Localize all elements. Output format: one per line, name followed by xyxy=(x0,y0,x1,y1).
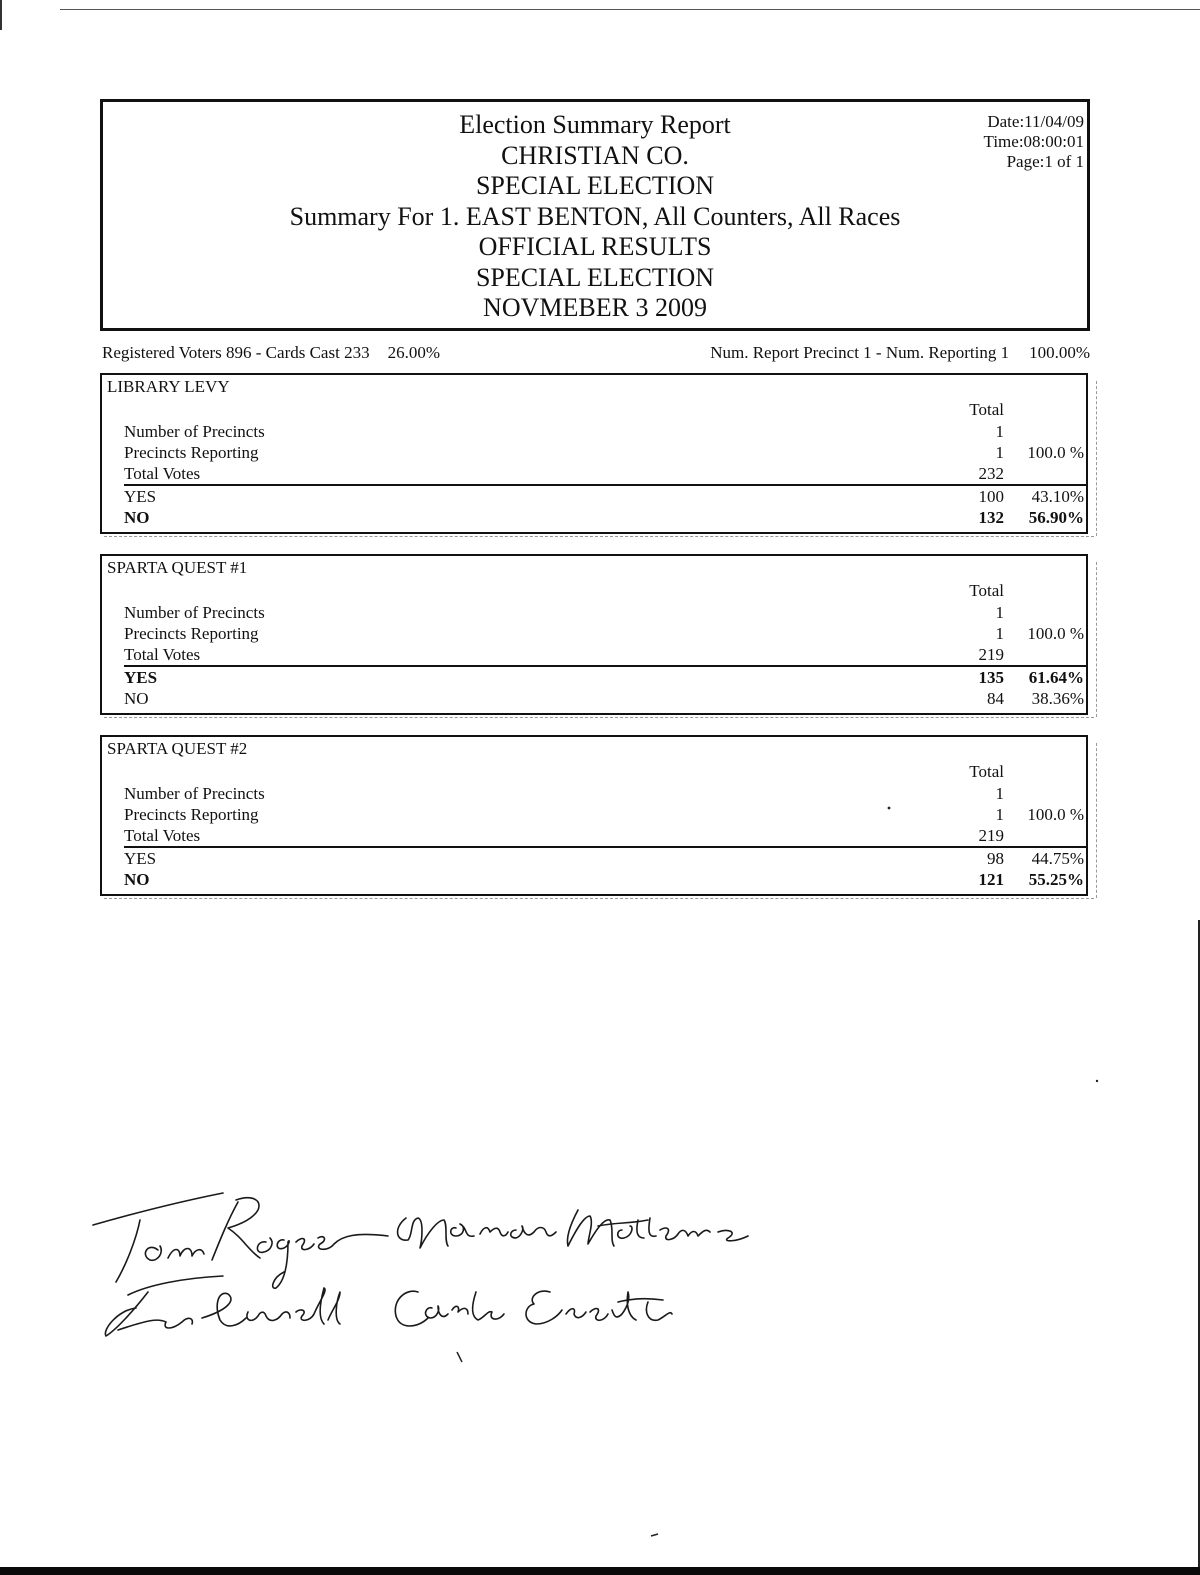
row-value: 1 xyxy=(995,603,1004,622)
choice-label: YES xyxy=(124,668,158,687)
choice-row xyxy=(124,668,1086,688)
signature-lisa-russell xyxy=(105,1276,340,1336)
precincts-reporting-row xyxy=(124,805,1086,825)
turnout-pct: 26.00% xyxy=(387,343,440,362)
row-label: Number of Precincts xyxy=(124,603,265,622)
scan-shadow-edge xyxy=(1096,381,1098,536)
county-name: CHRISTIAN CO. xyxy=(501,140,689,170)
report-date: Date:11/04/09 xyxy=(987,112,1084,131)
row-percent: 100.0 % xyxy=(1027,805,1084,824)
row-value: 1 xyxy=(995,784,1004,803)
row-label: Precincts Reporting xyxy=(124,443,259,462)
signatures xyxy=(88,1180,808,1360)
scan-bottom-edge xyxy=(0,1567,1200,1575)
choice-votes: 135 xyxy=(978,668,1004,687)
row-label: Total Votes xyxy=(124,826,201,845)
registered-cards: Registered Voters 896 - Cards Cast 233 xyxy=(102,343,370,362)
row-value: 232 xyxy=(978,464,1004,483)
row-label: Number of Precincts xyxy=(124,422,265,441)
choice-votes: 121 xyxy=(978,870,1004,889)
race-title: SPARTA QUEST #1 xyxy=(107,558,248,577)
race-title: LIBRARY LEVY xyxy=(107,377,230,396)
pen-mark xyxy=(455,1350,465,1364)
turnout-summary xyxy=(102,343,1090,365)
race-title: SPARTA QUEST #2 xyxy=(107,739,248,758)
votes-divider xyxy=(124,846,1086,848)
election-name: SPECIAL ELECTION xyxy=(475,262,715,292)
scan-shadow-line xyxy=(104,898,1094,900)
signature-carla-everett xyxy=(395,1291,672,1326)
election-type: SPECIAL ELECTION xyxy=(475,171,715,200)
report-meta xyxy=(984,112,1084,172)
header-titles xyxy=(103,110,1087,324)
signature-tom-rogers xyxy=(93,1193,388,1288)
race-box xyxy=(100,554,1088,715)
choice-votes: 98 xyxy=(987,849,1004,868)
choice-row xyxy=(124,689,1086,709)
total-votes-row xyxy=(124,645,1086,665)
total-column-header: Total xyxy=(969,581,1004,600)
pen-mark xyxy=(1094,1078,1100,1084)
number-of-precincts-row xyxy=(124,603,1086,623)
pen-mark xyxy=(886,805,892,811)
precincts-reporting-pct: 100.00% xyxy=(1029,343,1090,362)
report-header xyxy=(100,99,1090,331)
row-value: 1 xyxy=(995,805,1004,824)
precincts-reporting-row xyxy=(124,443,1086,463)
report-page: Page:1 of 1 xyxy=(1006,152,1084,171)
scan-shadow-line xyxy=(104,717,1094,719)
report-time: Time:08:00:01 xyxy=(983,132,1084,151)
scan-top-edge xyxy=(0,0,1200,10)
choice-row xyxy=(124,508,1086,528)
row-percent: 100.0 % xyxy=(1027,443,1084,462)
row-value: 1 xyxy=(995,624,1004,643)
precincts-reporting-row xyxy=(124,624,1086,644)
row-value: 219 xyxy=(978,826,1004,845)
total-column-header: Total xyxy=(969,400,1004,419)
choice-percent: 55.25% xyxy=(1028,870,1084,889)
pen-mark xyxy=(650,1532,660,1538)
scan-shadow-edge xyxy=(1096,562,1098,717)
choice-label: YES xyxy=(124,849,157,868)
choice-row xyxy=(124,870,1086,890)
total-column-header: Total xyxy=(969,762,1004,781)
choice-votes: 132 xyxy=(978,508,1004,527)
row-value: 1 xyxy=(995,443,1004,462)
choice-label: NO xyxy=(124,870,150,889)
number-of-precincts-row xyxy=(124,422,1086,442)
number-of-precincts-row xyxy=(124,784,1086,804)
scan-left-edge xyxy=(0,0,2,30)
row-label: Total Votes xyxy=(124,645,201,664)
choice-label: NO xyxy=(124,508,150,527)
row-percent: 100.0 % xyxy=(1027,624,1084,643)
choice-percent: 56.90% xyxy=(1028,508,1084,527)
summary-for: Summary For 1. EAST BENTON, All Counters, All Races xyxy=(289,201,901,231)
election-date: NOVMEBER 3 2009 xyxy=(483,293,707,322)
row-label: Total Votes xyxy=(124,464,201,483)
row-label: Precincts Reporting xyxy=(124,805,259,824)
choice-votes: 100 xyxy=(978,487,1004,506)
row-value: 219 xyxy=(978,645,1004,664)
row-label: Precincts Reporting xyxy=(124,624,259,643)
report-title: Election Summary Report xyxy=(459,110,731,139)
scan-shadow-line xyxy=(104,536,1094,538)
choice-percent: 61.64% xyxy=(1028,668,1084,687)
choice-row xyxy=(124,849,1086,869)
scan-shadow-edge xyxy=(1096,743,1098,898)
precincts-reporting-summary: Num. Report Precinct 1 - Num. Reporting 1 xyxy=(710,343,1010,362)
choice-label: YES xyxy=(124,487,157,506)
choice-votes: 84 xyxy=(987,689,1004,708)
choice-row xyxy=(124,487,1086,507)
choice-label: NO xyxy=(124,689,149,708)
choice-percent: 44.75% xyxy=(1031,849,1084,868)
votes-divider xyxy=(124,484,1086,486)
total-votes-row xyxy=(124,826,1086,846)
row-label: Number of Precincts xyxy=(124,784,265,803)
signature-marian-matthews xyxy=(398,1210,748,1248)
race-box xyxy=(100,373,1088,534)
total-votes-row xyxy=(124,464,1086,484)
race-box xyxy=(100,735,1088,896)
results-status: OFFICIAL RESULTS xyxy=(478,232,712,261)
choice-percent: 38.36% xyxy=(1031,689,1084,708)
choice-percent: 43.10% xyxy=(1031,487,1084,506)
votes-divider xyxy=(124,665,1086,667)
row-value: 1 xyxy=(995,422,1004,441)
